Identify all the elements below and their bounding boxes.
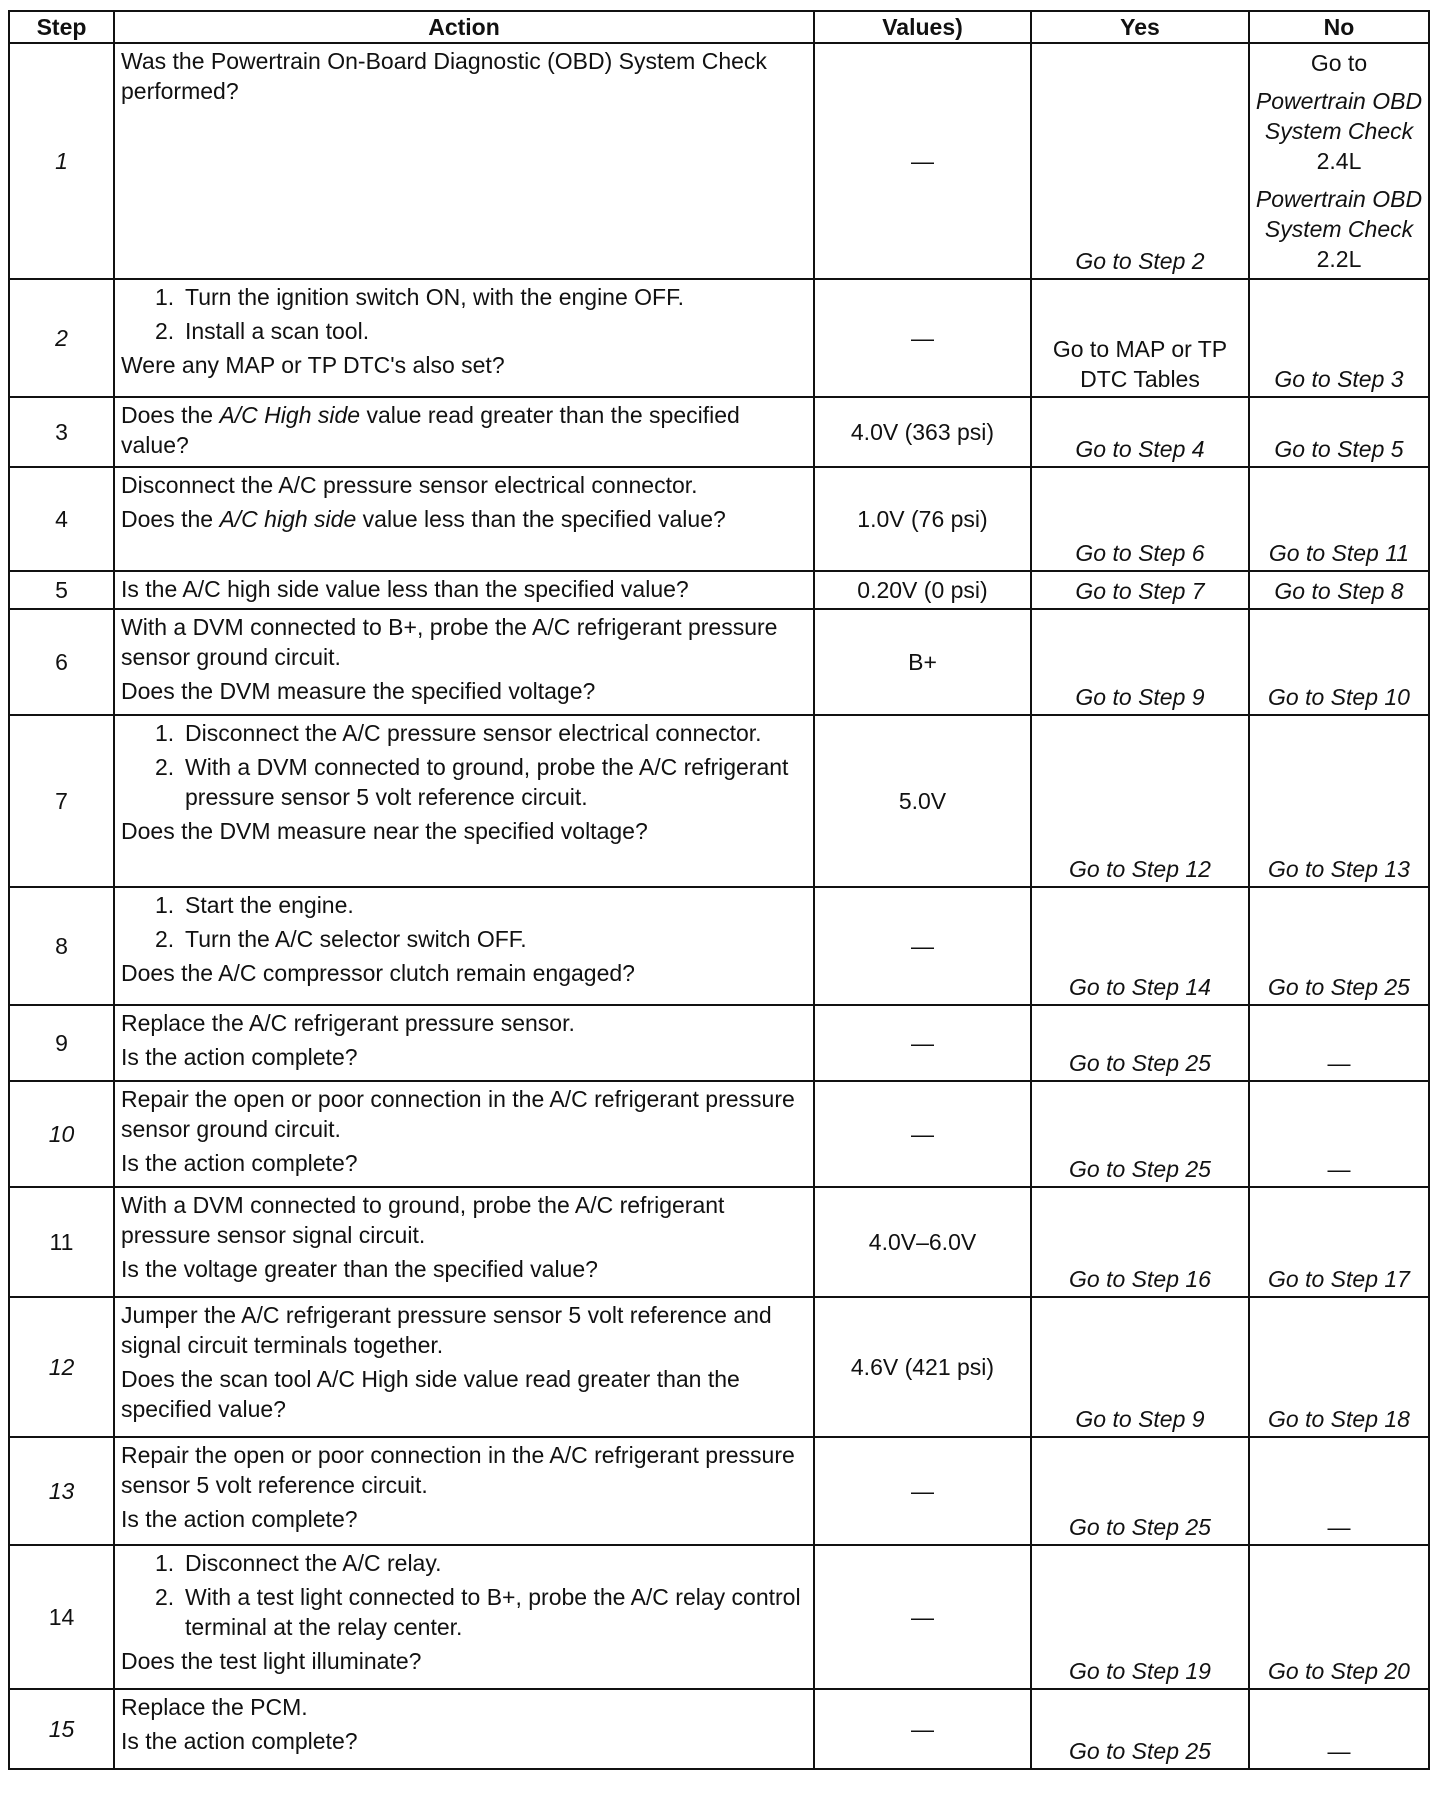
action-cell: Does the A/C High side value read greater than the specified value?: [114, 397, 814, 467]
step-number: 8: [9, 887, 114, 1005]
action-text: With a DVM connected to ground, probe the A/C refrigerant pressure sensor signal circuit.: [121, 1192, 725, 1248]
action-question: Does the DVM measure the specified voltage?: [121, 678, 596, 704]
no-intro: Go to: [1310, 50, 1368, 76]
action-text: Was the Powertrain On-Board Diagnostic (OBD) System Check performed?: [121, 48, 767, 104]
table-row: [9, 1005, 1429, 1081]
no-cell: Go to Step 11: [1249, 467, 1429, 571]
action-cell: [114, 1545, 814, 1689]
action-item: 2. With a test light connected to B+, probe the A/C relay control terminal at the relay center.: [155, 1584, 801, 1640]
step-number: 4: [9, 467, 114, 571]
action-text: Is the A/C high side value less than the specified value?: [121, 576, 689, 602]
value-cell: —: [814, 1545, 1031, 1689]
table-row: [9, 1437, 1429, 1545]
no-cell: Go to Step 20: [1249, 1545, 1429, 1689]
value-cell: 4.0V–6.0V: [814, 1187, 1031, 1297]
action-cell: [114, 609, 814, 715]
action-question: Is the action complete?: [121, 1150, 358, 1176]
no-cell: —: [1249, 1437, 1429, 1545]
action-question: Is the action complete?: [121, 1728, 358, 1754]
diagnostic-table: [8, 10, 1430, 1770]
action-text: Replace the A/C refrigerant pressure sensor.: [121, 1010, 575, 1036]
no-cell: Go to Step 17: [1249, 1187, 1429, 1297]
action-cell: [114, 1187, 814, 1297]
no-cell: Go to Step 10: [1249, 609, 1429, 715]
step-number: 7: [9, 715, 114, 887]
table-row: [9, 279, 1429, 397]
action-question: Does the test light illuminate?: [121, 1648, 422, 1674]
value-cell: 4.0V (363 psi): [814, 397, 1031, 467]
action-cell: [114, 1081, 814, 1187]
yes-cell: Go to Step 19: [1031, 1545, 1249, 1689]
action-question: Does the DVM measure near the specified voltage?: [121, 818, 648, 844]
value-cell: —: [814, 1437, 1031, 1545]
no-cell: Go to Step 8: [1249, 571, 1429, 609]
table-row: [9, 1187, 1429, 1297]
table-header-row: [9, 11, 1429, 43]
action-cell: [114, 571, 814, 609]
step-number: 12: [9, 1297, 114, 1437]
yes-cell: Go to Step 16: [1031, 1187, 1249, 1297]
action-item: 1. Disconnect the A/C relay.: [155, 1550, 442, 1576]
action-cell: Disconnect the A/C pressure sensor electrical connector. Does the A/C high side value less than the specified value?: [114, 467, 814, 571]
value-cell: 1.0V (76 psi): [814, 467, 1031, 571]
table-row: [9, 467, 1429, 571]
step-number: 11: [9, 1187, 114, 1297]
header-action: Action: [114, 11, 814, 43]
yes-cell: Go to Step 2: [1031, 43, 1249, 279]
no-link-2.4-a[interactable]: Powertrain OBD: [1255, 88, 1423, 114]
no-link-2.2-b[interactable]: System Check: [1264, 216, 1414, 242]
no-link-2.2-a[interactable]: Powertrain OBD: [1255, 186, 1423, 212]
step-number: 14: [9, 1545, 114, 1689]
action-question: Were any MAP or TP DTC's also set?: [121, 352, 505, 378]
table-row: [9, 609, 1429, 715]
value-cell: 4.6V (421 psi): [814, 1297, 1031, 1437]
no-cell: —: [1249, 1081, 1429, 1187]
action-cell: [114, 1437, 814, 1545]
yes-cell: Go to Step 12: [1031, 715, 1249, 887]
action-text: Disconnect the A/C pressure sensor electrical connector.: [121, 472, 698, 498]
table-row: [9, 887, 1429, 1005]
value-cell: 0.20V (0 psi): [814, 571, 1031, 609]
action-text: Repair the open or poor connection in the A/C refrigerant pressure sensor 5 volt reference circuit.: [121, 1442, 795, 1498]
step-number: 5: [9, 571, 114, 609]
header-step: Step: [9, 11, 114, 43]
step-number: 1: [9, 43, 114, 279]
action-question: Is the action complete?: [121, 1506, 358, 1532]
table-row: [9, 715, 1429, 887]
table-row: [9, 1545, 1429, 1689]
value-cell: —: [814, 1689, 1031, 1769]
action-question: Does the scan tool A/C High side value read greater than the specified value?: [121, 1366, 740, 1422]
no-cell: Go to Step 25: [1249, 887, 1429, 1005]
step-number: 13: [9, 1437, 114, 1545]
yes-cell: Go to Step 25: [1031, 1005, 1249, 1081]
table-row: [9, 397, 1429, 467]
no-cell: Go to Step 3: [1249, 279, 1429, 397]
no-cell: Go to Step 5: [1249, 397, 1429, 467]
action-cell: [114, 715, 814, 887]
header-no: No: [1249, 11, 1429, 43]
action-cell: [114, 1005, 814, 1081]
action-text: Repair the open or poor connection in the A/C refrigerant pressure sensor ground circuit.: [121, 1086, 795, 1142]
yes-cell: Go to Step 9: [1031, 609, 1249, 715]
no-cell: [1249, 43, 1429, 279]
action-cell: [114, 1297, 814, 1437]
value-cell: 5.0V: [814, 715, 1031, 887]
action-item: 1. Start the engine.: [155, 892, 354, 918]
no-link-2.4-c: 2.4L: [1316, 148, 1362, 174]
yes-cell: Go to Step 6: [1031, 467, 1249, 571]
step-number: 6: [9, 609, 114, 715]
action-cell: [114, 279, 814, 397]
value-cell: —: [814, 887, 1031, 1005]
action-question: Is the voltage greater than the specified value?: [121, 1256, 598, 1282]
no-link-2.4-b[interactable]: System Check: [1264, 118, 1414, 144]
yes-cell: Go to Step 25: [1031, 1689, 1249, 1769]
value-cell: —: [814, 43, 1031, 279]
action-item: 2. With a DVM connected to ground, probe the A/C refrigerant pressure sensor 5 volt reference circuit.: [155, 754, 789, 810]
action-text: With a DVM connected to B+, probe the A/C refrigerant pressure sensor ground circuit.: [121, 614, 778, 670]
no-cell: Go to Step 13: [1249, 715, 1429, 887]
step-number: 3: [9, 397, 114, 467]
yes-cell: Go to Step 14: [1031, 887, 1249, 1005]
table-row: [9, 1689, 1429, 1769]
yes-cell: Go to Step 4: [1031, 397, 1249, 467]
no-cell: Go to Step 18: [1249, 1297, 1429, 1437]
action-text: Jumper the A/C refrigerant pressure sensor 5 volt reference and signal circuit terminals together.: [121, 1302, 772, 1358]
value-cell: —: [814, 1081, 1031, 1187]
action-item: 2. Turn the A/C selector switch OFF.: [155, 926, 527, 952]
step-number: 10: [9, 1081, 114, 1187]
value-cell: B+: [814, 609, 1031, 715]
action-item: 1. Disconnect the A/C pressure sensor electrical connector.: [155, 720, 762, 746]
step-number: 15: [9, 1689, 114, 1769]
action-item: 1. Turn the ignition switch ON, with the engine OFF.: [155, 284, 684, 310]
yes-cell: Go to Step 9: [1031, 1297, 1249, 1437]
step-number: 2: [9, 279, 114, 397]
table-row: [9, 1297, 1429, 1437]
action-cell: [114, 43, 814, 279]
no-cell: —: [1249, 1689, 1429, 1769]
yes-cell: Go to MAP or TP DTC Tables: [1031, 279, 1249, 397]
action-text: Replace the PCM.: [121, 1694, 308, 1720]
header-values: Values): [814, 11, 1031, 43]
yes-cell: Go to Step 25: [1031, 1081, 1249, 1187]
no-cell: —: [1249, 1005, 1429, 1081]
action-item: 2. Install a scan tool.: [155, 318, 370, 344]
action-question: Is the action complete?: [121, 1044, 358, 1070]
step-number: 9: [9, 1005, 114, 1081]
table-row: [9, 571, 1429, 609]
no-link-2.2-c: 2.2L: [1316, 246, 1362, 272]
header-yes: Yes: [1031, 11, 1249, 43]
yes-cell: Go to Step 25: [1031, 1437, 1249, 1545]
table-row: [9, 43, 1429, 279]
value-cell: —: [814, 1005, 1031, 1081]
yes-cell: Go to Step 7: [1031, 571, 1249, 609]
action-question: Does the A/C compressor clutch remain engaged?: [121, 960, 635, 986]
value-cell: —: [814, 279, 1031, 397]
table-row: [9, 1081, 1429, 1187]
action-cell: [114, 1689, 814, 1769]
action-cell: [114, 887, 814, 1005]
